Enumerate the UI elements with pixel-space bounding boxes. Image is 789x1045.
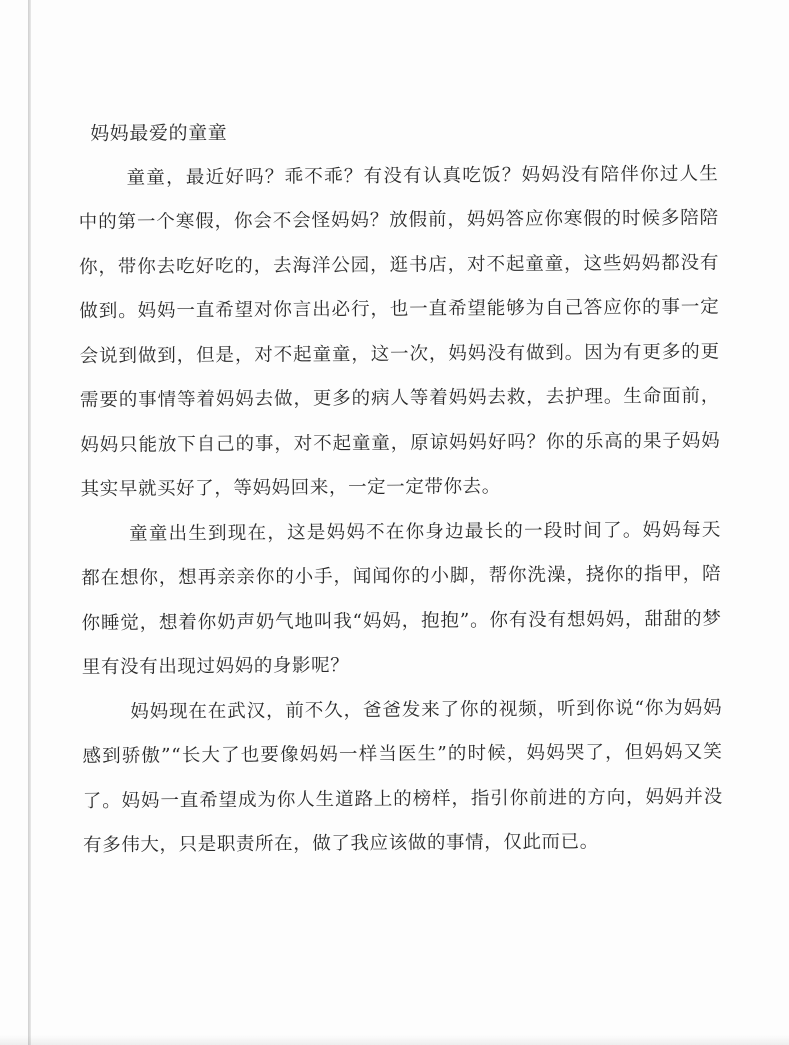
paper-left-edge bbox=[28, 0, 31, 1045]
handwritten-letter bbox=[78, 108, 723, 869]
paper-bottom-shadow bbox=[0, 1035, 789, 1045]
letter-paragraph-3: 妈妈现在在武汉，前不久，爸爸发来了你的视频，听到你说“你为妈妈感到骄傲”“长大了也要像妈妈一样当医生”的时候，妈妈哭了，但妈妈又笑了。妈妈一直希望成为你人生道路上的榜样，指引你前进的方向，妈妈并没有多伟大，只是职责所在，做了我应该做的事情，仅此而已。 bbox=[82, 697, 723, 856]
letter-paragraph-1: 童童，最近好吗？乖不乖？有没有认真吃饭？妈妈没有陪伴你过人生中的第一个寒假，你会不会怪妈妈？放假前，妈妈答应你寒假的时候多陪陪你，带你去吃好吃的，去海洋公园，逛书店，对不起童童，这些妈妈都没有做到。妈妈一直希望对你言出必行，也一直希望能够为自己答应你的事一定会说到做到，但是，对不起童童，这一次，妈妈没有做到。因为有更多的更需要的事情等着妈妈去做，更多的病人等着妈妈去救，去护理。生命面前，妈妈只能放下自己的事，对不起童童，原谅妈妈好吗？你的乐高的果子妈妈其实早就买好了，等妈妈回来，一定一定带你去。 bbox=[78, 163, 721, 500]
letter-salutation: 妈妈最爱的童童 bbox=[90, 121, 228, 145]
letter-paragraph-2: 童童出生到现在，这是妈妈不在你身边最长的一段时间了。妈妈每天都在想你，想再亲亲你的小手，闻闻你的小脚，帮你洗澡，挠你的指甲，陪你睡觉，想着你奶声奶气地叫我“妈妈，抱抱”。你有没有想妈妈，甜甜的梦里有没有出现过妈妈的身影呢？ bbox=[81, 519, 722, 678]
